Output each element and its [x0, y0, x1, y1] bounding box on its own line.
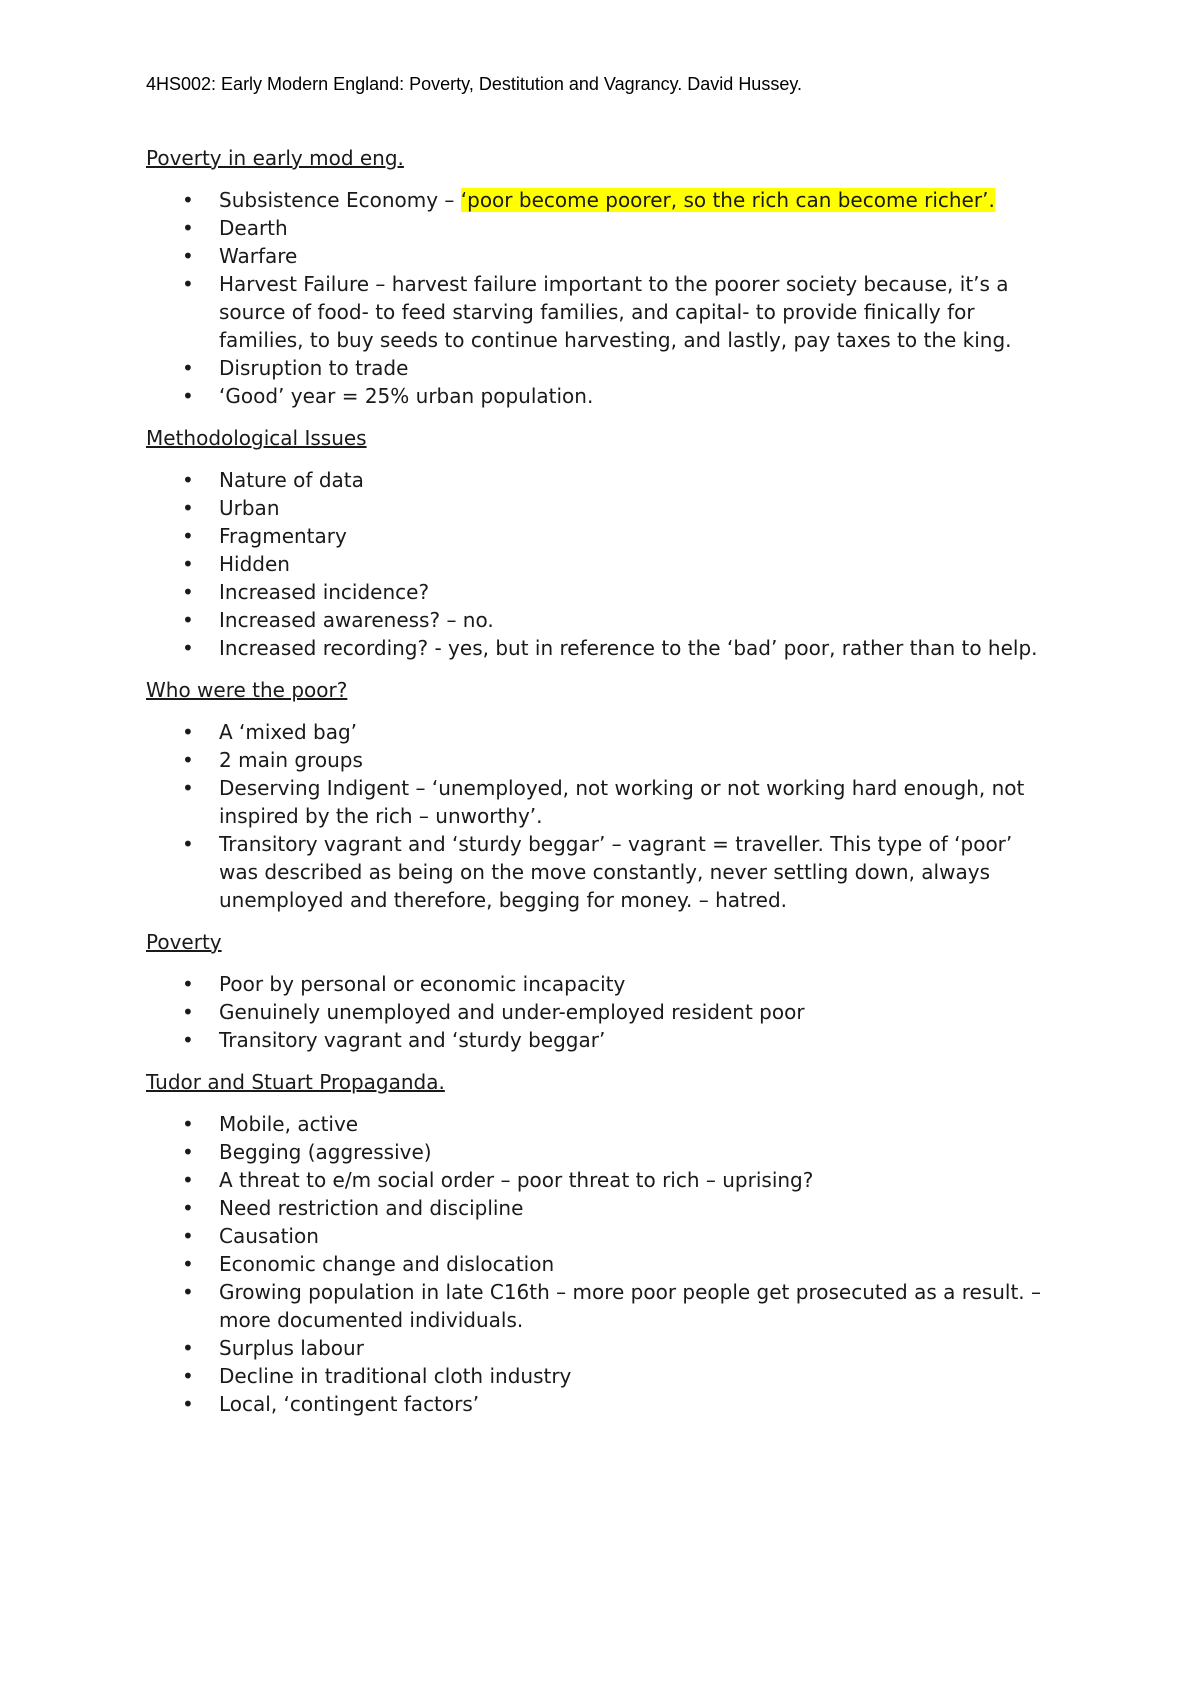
document-body [146, 144, 1056, 1432]
section-title: Tudor and Stuart Propaganda. [146, 1070, 445, 1094]
list-item: • Surplus labour [146, 1334, 1056, 1362]
list-item: • Local, ‘contingent factors’ [146, 1390, 1056, 1418]
list-item: • Fragmentary [146, 522, 1056, 550]
list-item: • Decline in traditional cloth industry [146, 1362, 1056, 1390]
document-header: 4HS002: Early Modern England: Poverty, Destitution and Vagrancy. David Hussey. [146, 74, 802, 94]
list-item: • Harvest Failure – harvest failure important to the poorer society because, it’s a source of food- to feed starving families, and capital- to provide finically for families, to buy seeds to continue harvesting, and lastly, pay taxes to the king. [146, 270, 1056, 354]
bullet-list [146, 718, 1056, 914]
section-poverty-early-modern [146, 144, 1056, 410]
list-item: • Nature of data [146, 466, 1056, 494]
section-methodological-issues [146, 424, 1056, 662]
list-item: • Increased recording? - yes, but in reference to the ‘bad’ poor, rather than to help. [146, 634, 1056, 662]
bullet-list [146, 186, 1056, 410]
list-item: • Transitory vagrant and ‘sturdy beggar’ – vagrant = traveller. This type of ‘poor’ was described as being on the move constantly, never settling down, always unemployed and therefore, begging for money. – hatred. [146, 830, 1056, 914]
bullet-list [146, 970, 1056, 1054]
highlighted-quote: ‘poor become poorer, so the rich can become richer’. [460, 188, 995, 212]
section-who-were-the-poor [146, 676, 1056, 914]
list-item: • Genuinely unemployed and under-employed resident poor [146, 998, 1056, 1026]
list-item: • Economic change and dislocation [146, 1250, 1056, 1278]
list-item: • Poor by personal or economic incapacity [146, 970, 1056, 998]
list-item: • Warfare [146, 242, 1056, 270]
section-title: Methodological Issues [146, 426, 367, 450]
bullet-list [146, 466, 1056, 662]
list-item-text: Subsistence Economy – [219, 188, 461, 212]
list-item: • A ‘mixed bag’ [146, 718, 1056, 746]
bullet-list [146, 1110, 1056, 1418]
section-title: Poverty in early mod eng. [146, 146, 404, 170]
section-title: Who were the poor? [146, 678, 348, 702]
list-item: • Increased incidence? [146, 578, 1056, 606]
list-item: • Causation [146, 1222, 1056, 1250]
list-item: • Increased awareness? – no. [146, 606, 1056, 634]
list-item: • A threat to e/m social order – poor threat to rich – uprising? [146, 1166, 1056, 1194]
list-item: • Begging (aggressive) [146, 1138, 1056, 1166]
list-item: • Urban [146, 494, 1056, 522]
list-item: • Deserving Indigent – ‘unemployed, not working or not working hard enough, not inspired by the rich – unworthy’. [146, 774, 1056, 830]
section-tudor-stuart-propaganda [146, 1068, 1056, 1418]
list-item: • ‘Good’ year = 25% urban population. [146, 382, 1056, 410]
list-item: • Hidden [146, 550, 1056, 578]
list-item: • Transitory vagrant and ‘sturdy beggar’ [146, 1026, 1056, 1054]
list-item: • Disruption to trade [146, 354, 1056, 382]
list-item: • Growing population in late C16th – more poor people get prosecuted as a result. – more documented individuals. [146, 1278, 1056, 1334]
list-item: • Dearth [146, 214, 1056, 242]
list-item: • Need restriction and discipline [146, 1194, 1056, 1222]
list-item: • Mobile, active [146, 1110, 1056, 1138]
list-item: • 2 main groups [146, 746, 1056, 774]
section-poverty [146, 928, 1056, 1054]
section-title: Poverty [146, 930, 222, 954]
list-item [146, 186, 1056, 214]
